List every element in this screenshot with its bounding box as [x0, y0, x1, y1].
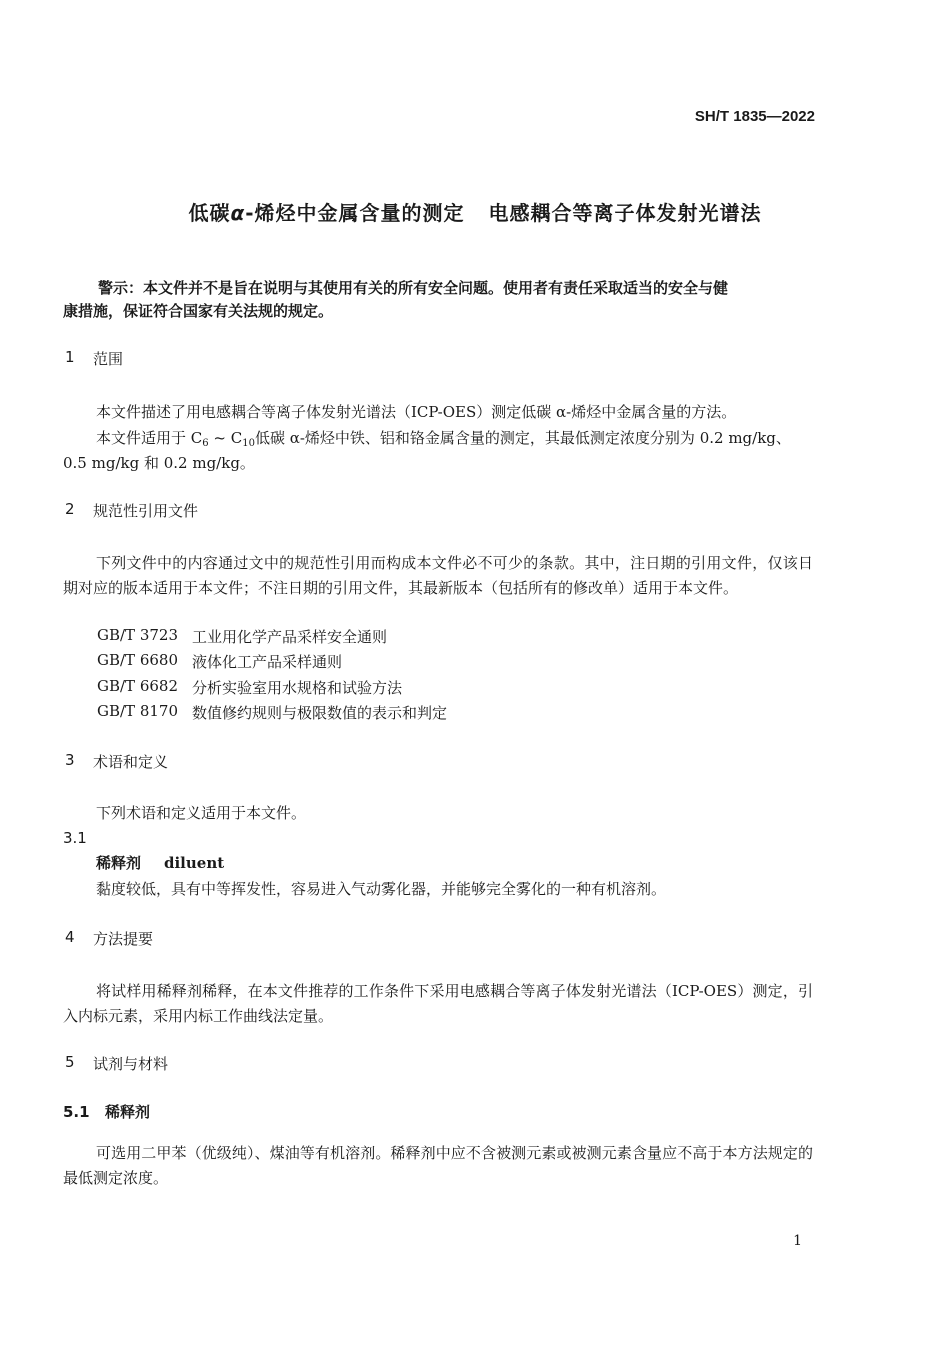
section2-title: 规范性引用文件: [93, 502, 199, 520]
section5-paragraph: 可选用二甲苯（优级纯）、煤油等有机溶剂。稀释剂中应不含被测元素或被测元素含量应不高于本方法规定的最低测定浓度。: [63, 1144, 813, 1187]
section1-number: 1: [65, 348, 75, 366]
p2-text-a: 本文件适用于 C: [96, 429, 203, 447]
ref-title-1: 工业用化学产品采样安全通则: [192, 628, 388, 646]
warning-line1: 警示：本文件并不是旨在说明与其使用有关的所有安全问题。使用者有责任采取适当的安全与健: [98, 279, 729, 297]
section1-paragraph2-line2: 0.5 mg/kg 和 0.2 mg/kg。: [63, 454, 255, 472]
ref-title-4: 数值修约规则与极限数值的表示和判定: [192, 704, 448, 722]
title-part2: 电感耦合等离子体发射光谱法: [488, 201, 762, 225]
term-chinese: 稀释剂: [96, 854, 142, 872]
section5-number: 5: [65, 1053, 75, 1071]
title-part1-pre: 低碳: [188, 201, 231, 225]
section1-title: 范围: [93, 350, 124, 368]
standard-code: SH/T 1835—2022: [694, 108, 815, 125]
section5-title: 试剂与材料: [93, 1055, 169, 1073]
page-number: 1: [793, 1233, 802, 1249]
subsection5-1-title: 稀释剂: [105, 1103, 151, 1121]
section4-paragraph: 将试样用稀释剂稀释，在本文件推荐的工作条件下采用电感耦合等离子体发射光谱法（ICP-OES）测定，引入内标元素，采用内标工作曲线法定量。: [63, 982, 813, 1025]
section3-title: 术语和定义: [93, 753, 169, 771]
term-number: 3.1: [63, 829, 87, 847]
title-alpha: α: [230, 201, 246, 225]
section1-paragraph1: 本文件描述了用电感耦合等离子体发射光谱法（ICP-OES）测定低碳 α-烯烃中金属含量的方法。: [96, 403, 737, 421]
document-title: [0, 197, 950, 226]
subscript-6: 6: [202, 438, 209, 449]
section3-number: 3: [65, 751, 75, 769]
section4-number: 4: [65, 928, 75, 946]
section4-title: 方法提要: [93, 930, 154, 948]
subsection5-1-number: 5.1: [63, 1103, 90, 1121]
title-part1-post: -烯烃中金属含量的测定: [245, 201, 465, 225]
section2-number: 2: [65, 500, 75, 518]
ref-title-2: 液体化工产品采样通则: [192, 653, 343, 671]
warning-line2: 康措施，保证符合国家有关法规的规定。: [63, 302, 334, 320]
ref-code-2: GB/T 6680: [97, 651, 179, 669]
p2-text-b: ~ C: [208, 429, 243, 447]
section2-paragraph: 下列文件中的内容通过文中的规范性引用而构成本文件必不可少的条款。其中，注日期的引用文件，仅该日期对应的版本适用于本文件；不注日期的引用文件，其最新版本（包括所有的修改单）适用于本文件。: [63, 554, 813, 597]
term-definition: 黏度较低，具有中等挥发性，容易进入气动雾化器，并能够完全雾化的一种有机溶剂。: [96, 880, 667, 898]
ref-code-3: GB/T 6682: [97, 677, 179, 695]
p2-text-c: 低碳 α-烯烃中铁、铝和铬金属含量的测定，其最低测定浓度分别为 0.2 mg/kg、: [254, 429, 791, 447]
ref-code-1: GB/T 3723: [97, 626, 179, 644]
subscript-10: 10: [242, 438, 255, 449]
ref-code-4: GB/T 8170: [97, 702, 179, 720]
section3-intro: 下列术语和定义适用于本文件。: [96, 804, 307, 822]
term-english: diluent: [164, 854, 225, 872]
ref-title-3: 分析实验室用水规格和试验方法: [192, 679, 403, 697]
